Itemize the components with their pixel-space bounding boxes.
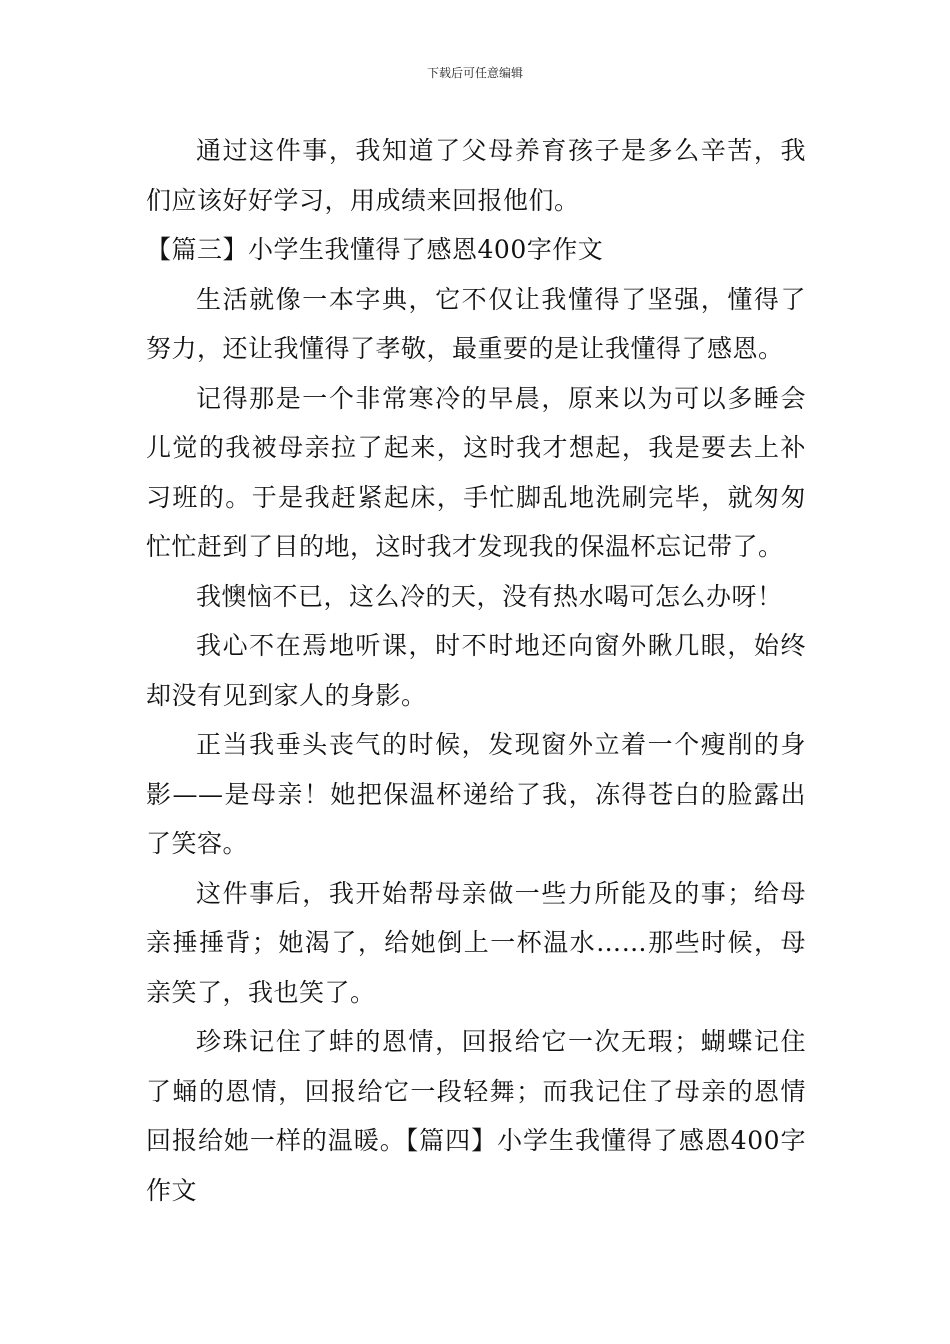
page-header-note: 下载后可任意编辑 xyxy=(426,66,523,80)
paragraph-gratitude: 珍珠记住了蚌的恩情，回报给它一次无瑕；蝴蝶记住了蛹的恩情，回报给它一段轻舞；而我记住了母亲的恩情回报给她一样的温暖。【篇四】小学生我懂得了感恩400字作文 xyxy=(146,1027,806,1205)
paragraph-mother-arrives: 正当我垂头丧气的时候，发现窗外立着一个瘦削的身影——是母亲！她把保温杯递给了我，冻得苍白的脸露出了笑容。 xyxy=(146,730,806,858)
document-body xyxy=(146,126,806,1215)
paragraph-helping-mother: 这件事后，我开始帮母亲做一些力所能及的事；给母亲捶捶背；她渴了，给她倒上一杯温水……那些时候，母亲笑了，我也笑了。 xyxy=(146,878,806,1007)
section-heading-part-three: 【篇三】小学生我懂得了感恩400字作文 xyxy=(146,235,604,264)
paragraph-regret: 我懊恼不已，这么冷的天，没有热水喝可怎么办呀！ xyxy=(196,581,783,611)
paragraph-intro: 生活就像一本字典，它不仅让我懂得了坚强，懂得了努力，还让我懂得了孝敬，最重要的是让我懂得了感恩。 xyxy=(146,284,806,363)
paragraph-distracted: 我心不在焉地听课，时不时地还向窗外瞅几眼，始终却没有见到家人的身影。 xyxy=(146,631,806,710)
paragraph-conclusion: 通过这件事，我知道了父母养育孩子是多么辛苦，我们应该好好学习，用成绩来回报他们。 xyxy=(146,136,806,215)
paragraph-cold-morning: 记得那是一个非常寒冷的早晨，原来以为可以多睡会儿觉的我被母亲拉了起来，这时我才想起，我是要去上补习班的。于是我赶紧起床，手忙脚乱地洗刷完毕，就匆匆忙忙赶到了目的地，这时我才发现我的保温杯忘记带了。 xyxy=(146,383,806,561)
